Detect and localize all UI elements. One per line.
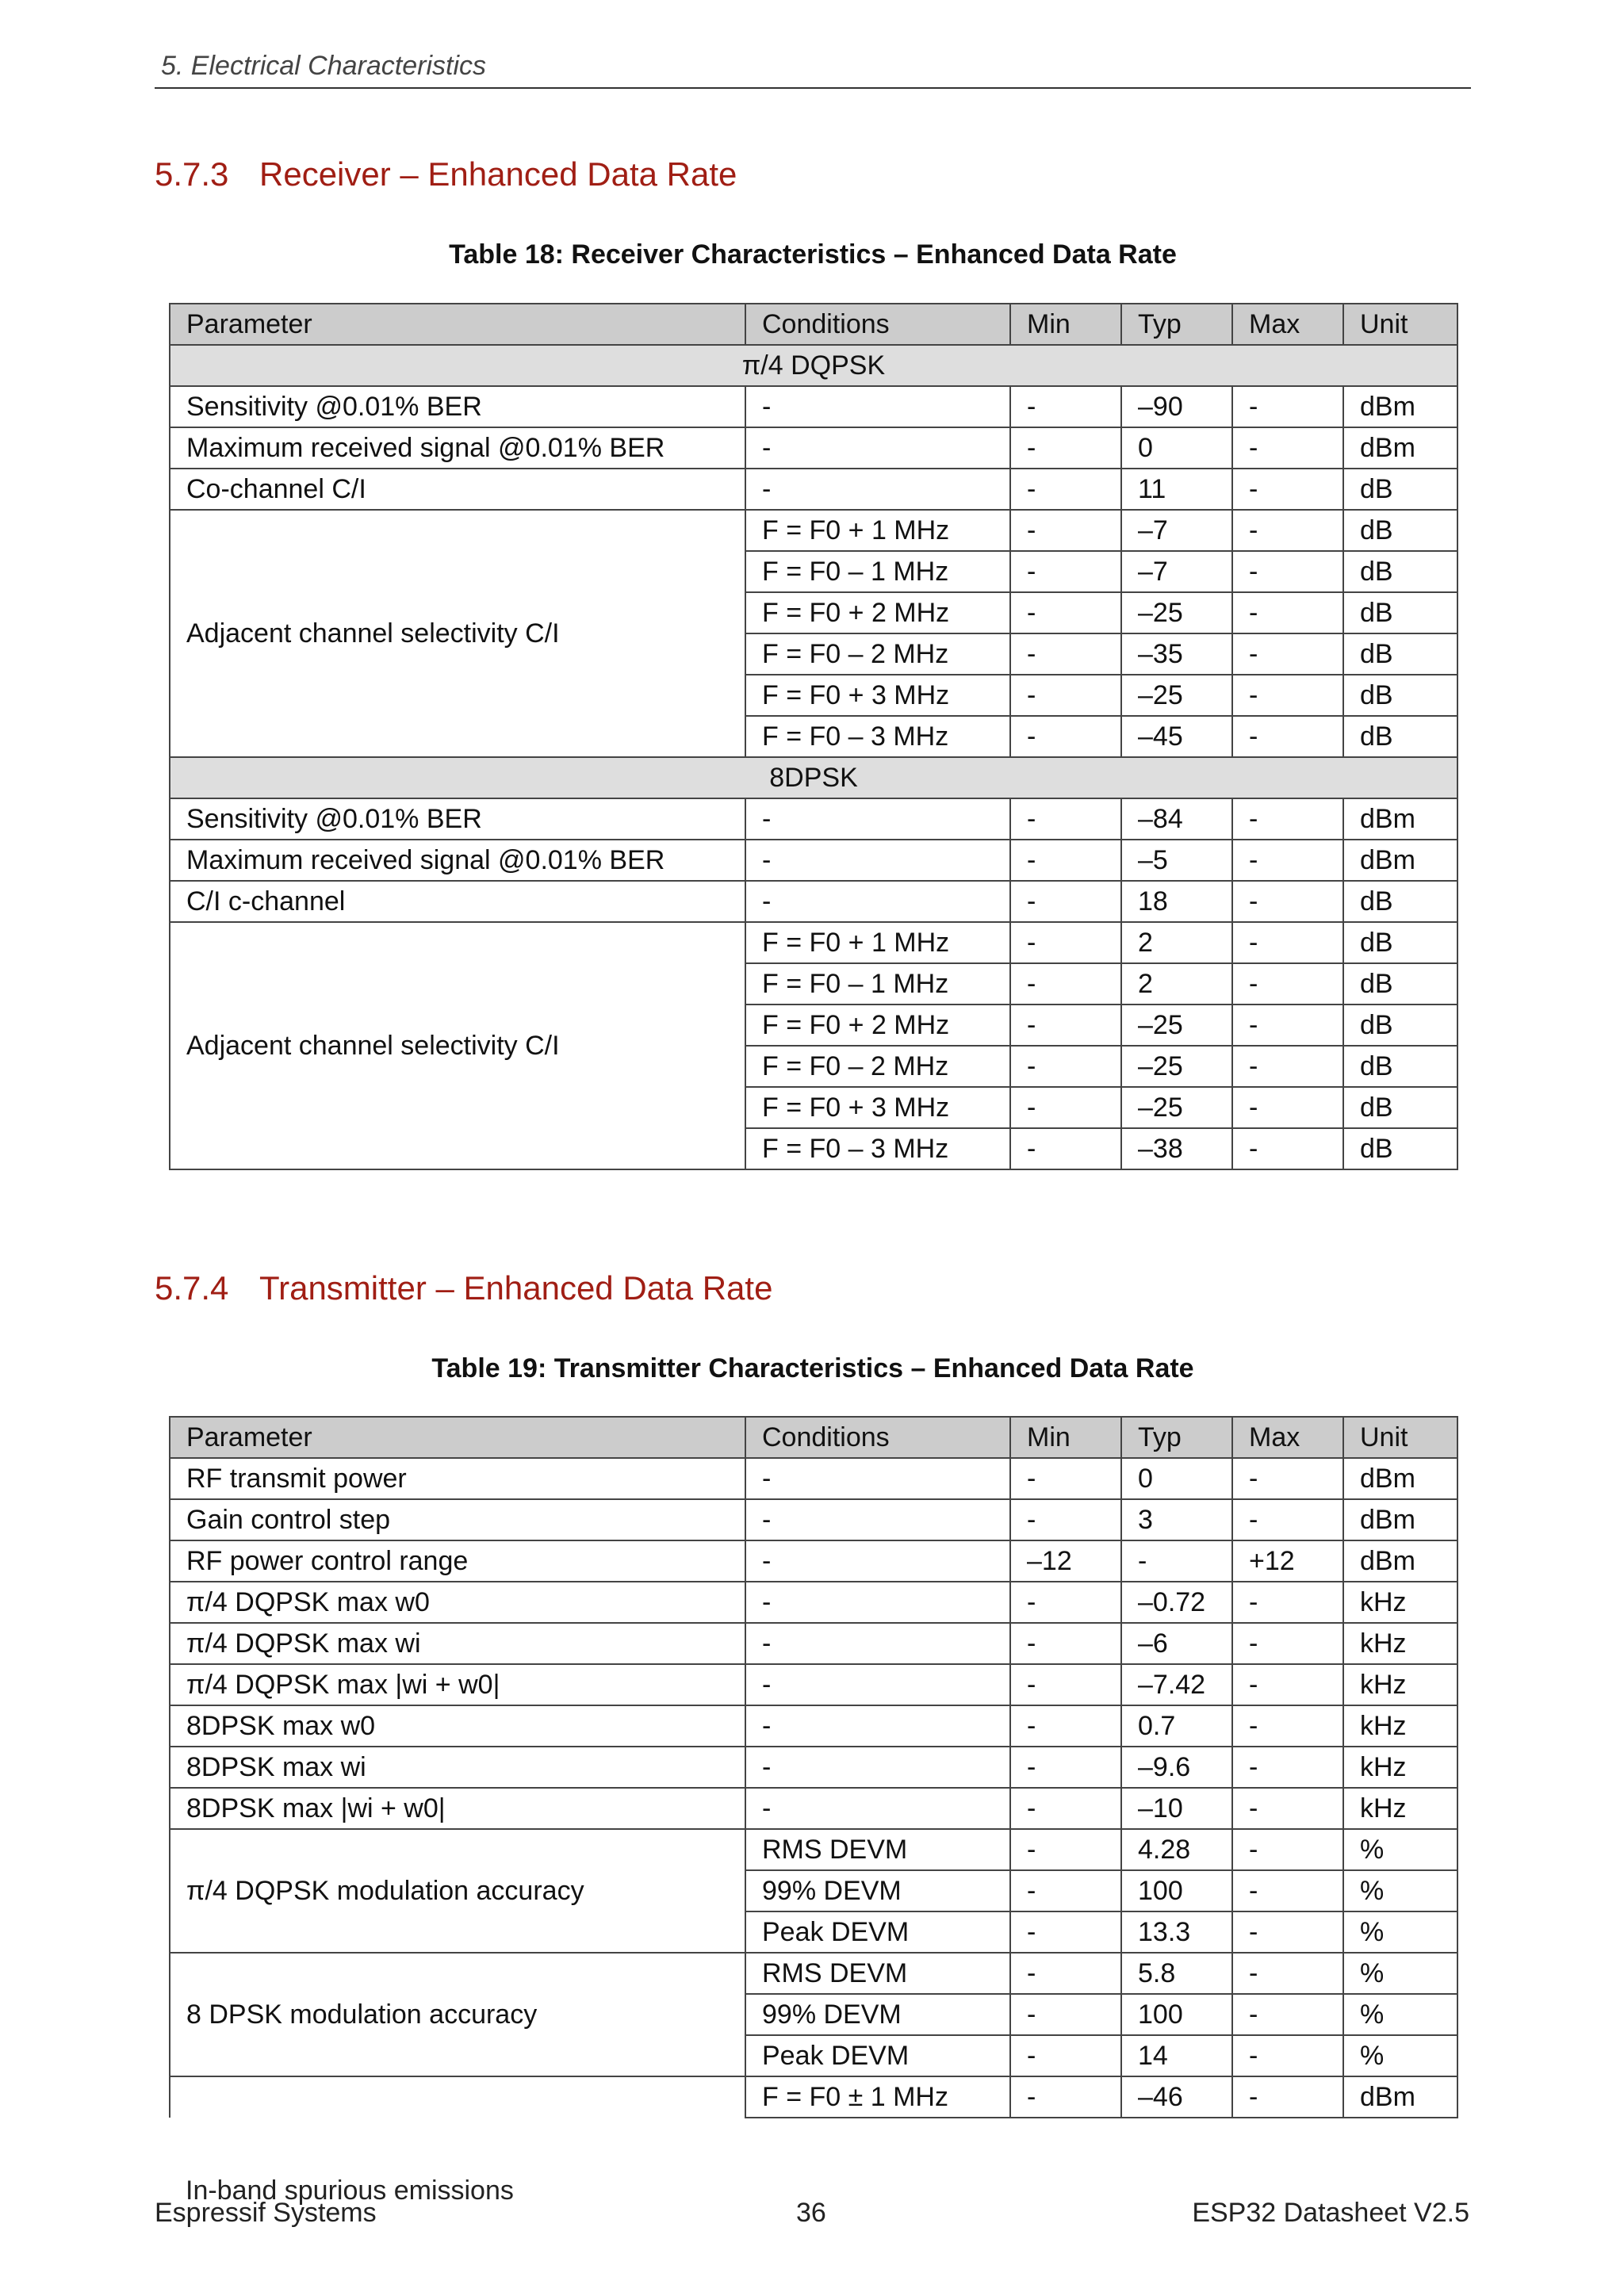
cell: - <box>1010 427 1121 469</box>
cell: dBm <box>1343 1499 1457 1540</box>
cell: - <box>1232 1128 1343 1169</box>
cell: - <box>745 840 1010 881</box>
cell: - <box>1232 922 1343 963</box>
cell: 3 <box>1121 1499 1232 1540</box>
cell: kHz <box>1343 1747 1457 1788</box>
table-header-row <box>170 304 1457 345</box>
cell: Gain control step <box>170 1499 745 1540</box>
cell: kHz <box>1343 1582 1457 1623</box>
section-number: 5.7.3 <box>155 155 229 193</box>
table-row <box>170 1705 1457 1747</box>
cell: - <box>1010 1499 1121 1540</box>
section-title: Receiver – Enhanced Data Rate <box>259 155 737 193</box>
cell: –45 <box>1121 716 1232 757</box>
cell: 8DPSK max w0 <box>170 1705 745 1747</box>
cell: - <box>1232 551 1343 592</box>
cell: dB <box>1343 510 1457 551</box>
cell: 18 <box>1121 881 1232 922</box>
cell: F = F0 – 1 MHz <box>745 963 1010 1004</box>
cell: –25 <box>1121 592 1232 633</box>
cell: 0 <box>1121 427 1232 469</box>
row-label-spurious-start <box>170 2076 745 2118</box>
table-row <box>170 1623 1457 1664</box>
cell: 100 <box>1121 1994 1232 2035</box>
page-header <box>155 48 1471 89</box>
cell: - <box>1010 2035 1121 2076</box>
cell: - <box>1010 840 1121 881</box>
table-row <box>170 1953 1457 1994</box>
cell: - <box>1010 1705 1121 1747</box>
cell: - <box>1010 881 1121 922</box>
cell: F = F0 + 3 MHz <box>745 675 1010 716</box>
table-header-row <box>170 1417 1457 1458</box>
cell: 4.28 <box>1121 1829 1232 1870</box>
cell: 8DPSK max |wi + w0| <box>170 1788 745 1829</box>
cell: - <box>1010 1087 1121 1128</box>
cell: 11 <box>1121 469 1232 510</box>
chapter-title: 5. Electrical Characteristics <box>161 51 487 81</box>
cell: - <box>1010 922 1121 963</box>
cell: - <box>1010 1747 1121 1788</box>
cell: π/4 DQPSK max w0 <box>170 1582 745 1623</box>
cell: kHz <box>1343 1788 1457 1829</box>
cell: - <box>1010 1994 1121 2035</box>
cell: - <box>1232 2035 1343 2076</box>
table-row <box>170 1747 1457 1788</box>
row-label-spurious: In-band spurious emissions <box>186 2175 514 2206</box>
cell: –12 <box>1010 1540 1121 1582</box>
cell: 14 <box>1121 2035 1232 2076</box>
cell: - <box>1232 881 1343 922</box>
cell: % <box>1343 2035 1457 2076</box>
row-label-modulation: 8 DPSK modulation accuracy <box>170 1953 745 2076</box>
cell: kHz <box>1343 1664 1457 1705</box>
table-row <box>170 1499 1457 1540</box>
cell: Sensitivity @0.01% BER <box>170 798 745 840</box>
cell: Peak DEVM <box>745 2035 1010 2076</box>
cell: - <box>1232 1994 1343 2035</box>
cell: 99% DEVM <box>745 1994 1010 2035</box>
cell: - <box>1010 1953 1121 1994</box>
cell: % <box>1343 1829 1457 1870</box>
footer-company: Espressif Systems <box>155 2198 377 2228</box>
cell: - <box>1232 1458 1343 1499</box>
cell: –9.6 <box>1121 1747 1232 1788</box>
table-row <box>170 510 1457 551</box>
cell: dB <box>1343 963 1457 1004</box>
cell: F = F0 + 2 MHz <box>745 1004 1010 1046</box>
cell: F = F0 – 3 MHz <box>745 1128 1010 1169</box>
cell: F = F0 – 1 MHz <box>745 551 1010 592</box>
cell: dB <box>1343 551 1457 592</box>
cell: π/4 DQPSK max |wi + w0| <box>170 1664 745 1705</box>
column-header: Typ <box>1121 1417 1232 1458</box>
cell: - <box>1010 1004 1121 1046</box>
cell: % <box>1343 1911 1457 1953</box>
cell: +12 <box>1232 1540 1343 1582</box>
cell: F = F0 – 2 MHz <box>745 633 1010 675</box>
cell: F = F0 ± 1 MHz <box>745 2076 1010 2118</box>
cell: dB <box>1343 716 1457 757</box>
cell: –90 <box>1121 386 1232 427</box>
footer-page-number: 36 <box>796 2198 826 2228</box>
section-heading-transmitter <box>155 1269 772 1307</box>
section-title: Transmitter – Enhanced Data Rate <box>259 1269 773 1307</box>
cell: dB <box>1343 922 1457 963</box>
cell: - <box>1232 1829 1343 1870</box>
cell: - <box>745 1788 1010 1829</box>
cell: - <box>1010 469 1121 510</box>
cell: - <box>1010 1582 1121 1623</box>
cell: - <box>1010 551 1121 592</box>
cell: dBm <box>1343 427 1457 469</box>
cell: - <box>745 469 1010 510</box>
cell: - <box>1232 1747 1343 1788</box>
cell: - <box>1010 798 1121 840</box>
cell: RF transmit power <box>170 1458 745 1499</box>
cell: –46 <box>1121 2076 1232 2118</box>
cell: –38 <box>1121 1128 1232 1169</box>
cell: - <box>1232 633 1343 675</box>
column-header: Min <box>1010 304 1121 345</box>
cell: dB <box>1343 675 1457 716</box>
column-header: Parameter <box>170 304 745 345</box>
cell: dBm <box>1343 798 1457 840</box>
cell: dB <box>1343 469 1457 510</box>
table-row <box>170 1582 1457 1623</box>
cell: - <box>1232 2076 1343 2118</box>
cell: - <box>1232 716 1343 757</box>
cell: Co-channel C/I <box>170 469 745 510</box>
cell: - <box>1010 1911 1121 1953</box>
group-row <box>170 345 1457 386</box>
table-row <box>170 798 1457 840</box>
cell: F = F0 + 2 MHz <box>745 592 1010 633</box>
column-header: Parameter <box>170 1417 745 1458</box>
table-row <box>170 1664 1457 1705</box>
cell: –25 <box>1121 1046 1232 1087</box>
cell: - <box>1232 427 1343 469</box>
cell: - <box>1010 510 1121 551</box>
cell: - <box>1010 716 1121 757</box>
cell: - <box>745 1623 1010 1664</box>
row-label-acs: Adjacent channel selectivity C/I <box>170 510 745 757</box>
cell: - <box>745 1705 1010 1747</box>
cell: F = F0 – 2 MHz <box>745 1046 1010 1087</box>
cell: % <box>1343 1994 1457 2035</box>
cell: –6 <box>1121 1623 1232 1664</box>
column-header: Max <box>1232 304 1343 345</box>
cell: –5 <box>1121 840 1232 881</box>
group-row <box>170 757 1457 798</box>
column-header: Typ <box>1121 304 1232 345</box>
cell: - <box>1010 592 1121 633</box>
cell: Peak DEVM <box>745 1911 1010 1953</box>
cell: dB <box>1343 633 1457 675</box>
cell: dB <box>1343 1046 1457 1087</box>
cell: - <box>745 1499 1010 1540</box>
table-row <box>170 881 1457 922</box>
cell: dBm <box>1343 386 1457 427</box>
cell: –25 <box>1121 675 1232 716</box>
cell: - <box>745 1540 1010 1582</box>
cell: - <box>1232 675 1343 716</box>
cell: 5.8 <box>1121 1953 1232 1994</box>
table-row <box>170 1540 1457 1582</box>
table-19-caption: Table 19: Transmitter Characteristics – Enhanced Data Rate <box>431 1353 1194 1383</box>
cell: - <box>1232 1623 1343 1664</box>
row-label-modulation: π/4 DQPSK modulation accuracy <box>170 1829 745 1953</box>
table-row <box>170 922 1457 963</box>
cell: Maximum received signal @0.01% BER <box>170 840 745 881</box>
cell: –7 <box>1121 510 1232 551</box>
cell: - <box>1232 1911 1343 1953</box>
cell: 2 <box>1121 922 1232 963</box>
group-title: 8DPSK <box>170 757 1457 798</box>
cell: - <box>1232 1499 1343 1540</box>
cell: - <box>1010 1458 1121 1499</box>
cell: - <box>1010 2076 1121 2118</box>
cell: - <box>1232 1788 1343 1829</box>
cell: - <box>1232 963 1343 1004</box>
cell: 99% DEVM <box>745 1870 1010 1911</box>
table-19 <box>169 1416 1458 2118</box>
cell: dB <box>1343 592 1457 633</box>
cell: RF power control range <box>170 1540 745 1582</box>
cell: F = F0 – 3 MHz <box>745 716 1010 757</box>
cell: - <box>745 1747 1010 1788</box>
cell: - <box>1232 592 1343 633</box>
cell: –7.42 <box>1121 1664 1232 1705</box>
cell: F = F0 + 1 MHz <box>745 510 1010 551</box>
cell: - <box>1010 675 1121 716</box>
cell: - <box>1010 963 1121 1004</box>
cell: - <box>1232 798 1343 840</box>
cell: - <box>1232 1705 1343 1747</box>
cell: –10 <box>1121 1788 1232 1829</box>
cell: - <box>1010 1829 1121 1870</box>
cell: - <box>1232 1004 1343 1046</box>
cell: –25 <box>1121 1087 1232 1128</box>
cell: - <box>1232 469 1343 510</box>
cell: - <box>1010 1870 1121 1911</box>
cell: C/I c-channel <box>170 881 745 922</box>
cell: - <box>1232 1582 1343 1623</box>
cell: dB <box>1343 1087 1457 1128</box>
cell: - <box>1010 1623 1121 1664</box>
cell: - <box>1121 1540 1232 1582</box>
table-row <box>170 386 1457 427</box>
cell: dBm <box>1343 1458 1457 1499</box>
column-header: Conditions <box>745 1417 1010 1458</box>
cell: Sensitivity @0.01% BER <box>170 386 745 427</box>
cell: 2 <box>1121 963 1232 1004</box>
section-number: 5.7.4 <box>155 1269 229 1307</box>
cell: - <box>1232 386 1343 427</box>
cell: dBm <box>1343 1540 1457 1582</box>
cell: - <box>1232 1664 1343 1705</box>
cell: kHz <box>1343 1623 1457 1664</box>
cell: - <box>1232 510 1343 551</box>
cell: - <box>1232 1087 1343 1128</box>
cell: F = F0 + 3 MHz <box>745 1087 1010 1128</box>
cell: 0.7 <box>1121 1705 1232 1747</box>
cell: RMS DEVM <box>745 1953 1010 1994</box>
cell: - <box>1232 1046 1343 1087</box>
cell: F = F0 + 1 MHz <box>745 922 1010 963</box>
cell: - <box>1010 1046 1121 1087</box>
cell: dB <box>1343 1004 1457 1046</box>
cell: –84 <box>1121 798 1232 840</box>
cell: - <box>745 1582 1010 1623</box>
cell: –0.72 <box>1121 1582 1232 1623</box>
cell: 8DPSK max wi <box>170 1747 745 1788</box>
cell: Maximum received signal @0.01% BER <box>170 427 745 469</box>
cell: dB <box>1343 881 1457 922</box>
table-row <box>170 840 1457 881</box>
cell: - <box>1010 386 1121 427</box>
cell: - <box>745 881 1010 922</box>
column-header: Max <box>1232 1417 1343 1458</box>
cell: kHz <box>1343 1705 1457 1747</box>
cell: - <box>745 427 1010 469</box>
cell: % <box>1343 1870 1457 1911</box>
cell: - <box>1010 1788 1121 1829</box>
cell: 13.3 <box>1121 1911 1232 1953</box>
table-row <box>170 469 1457 510</box>
cell: dBm <box>1343 2076 1457 2118</box>
cell: - <box>1010 1128 1121 1169</box>
cell: - <box>745 1664 1010 1705</box>
section-heading-receiver <box>155 155 737 193</box>
table-row <box>170 2076 1457 2118</box>
cell: π/4 DQPSK max wi <box>170 1623 745 1664</box>
table-18-caption: Table 18: Receiver Characteristics – Enhanced Data Rate <box>449 239 1177 270</box>
cell: - <box>1010 1664 1121 1705</box>
column-header: Unit <box>1343 304 1457 345</box>
cell: –25 <box>1121 1004 1232 1046</box>
cell: 100 <box>1121 1870 1232 1911</box>
cell: - <box>745 386 1010 427</box>
table-18 <box>169 303 1458 1170</box>
cell: - <box>1010 633 1121 675</box>
column-header: Min <box>1010 1417 1121 1458</box>
cell: –7 <box>1121 551 1232 592</box>
table-row <box>170 1458 1457 1499</box>
table-row <box>170 427 1457 469</box>
footer-doc-title: ESP32 Datasheet V2.5 <box>1192 2198 1469 2228</box>
column-header: Unit <box>1343 1417 1457 1458</box>
cell: % <box>1343 1953 1457 1994</box>
table-row <box>170 1788 1457 1829</box>
cell: dB <box>1343 1128 1457 1169</box>
group-title: π/4 DQPSK <box>170 345 1457 386</box>
cell: - <box>1232 840 1343 881</box>
cell: RMS DEVM <box>745 1829 1010 1870</box>
cell: - <box>1232 1870 1343 1911</box>
cell: dBm <box>1343 840 1457 881</box>
cell: - <box>1232 1953 1343 1994</box>
column-header: Conditions <box>745 304 1010 345</box>
cell: - <box>745 798 1010 840</box>
cell: - <box>745 1458 1010 1499</box>
cell: –35 <box>1121 633 1232 675</box>
table-row <box>170 1829 1457 1870</box>
cell: 0 <box>1121 1458 1232 1499</box>
row-label-acs: Adjacent channel selectivity C/I <box>170 922 745 1169</box>
